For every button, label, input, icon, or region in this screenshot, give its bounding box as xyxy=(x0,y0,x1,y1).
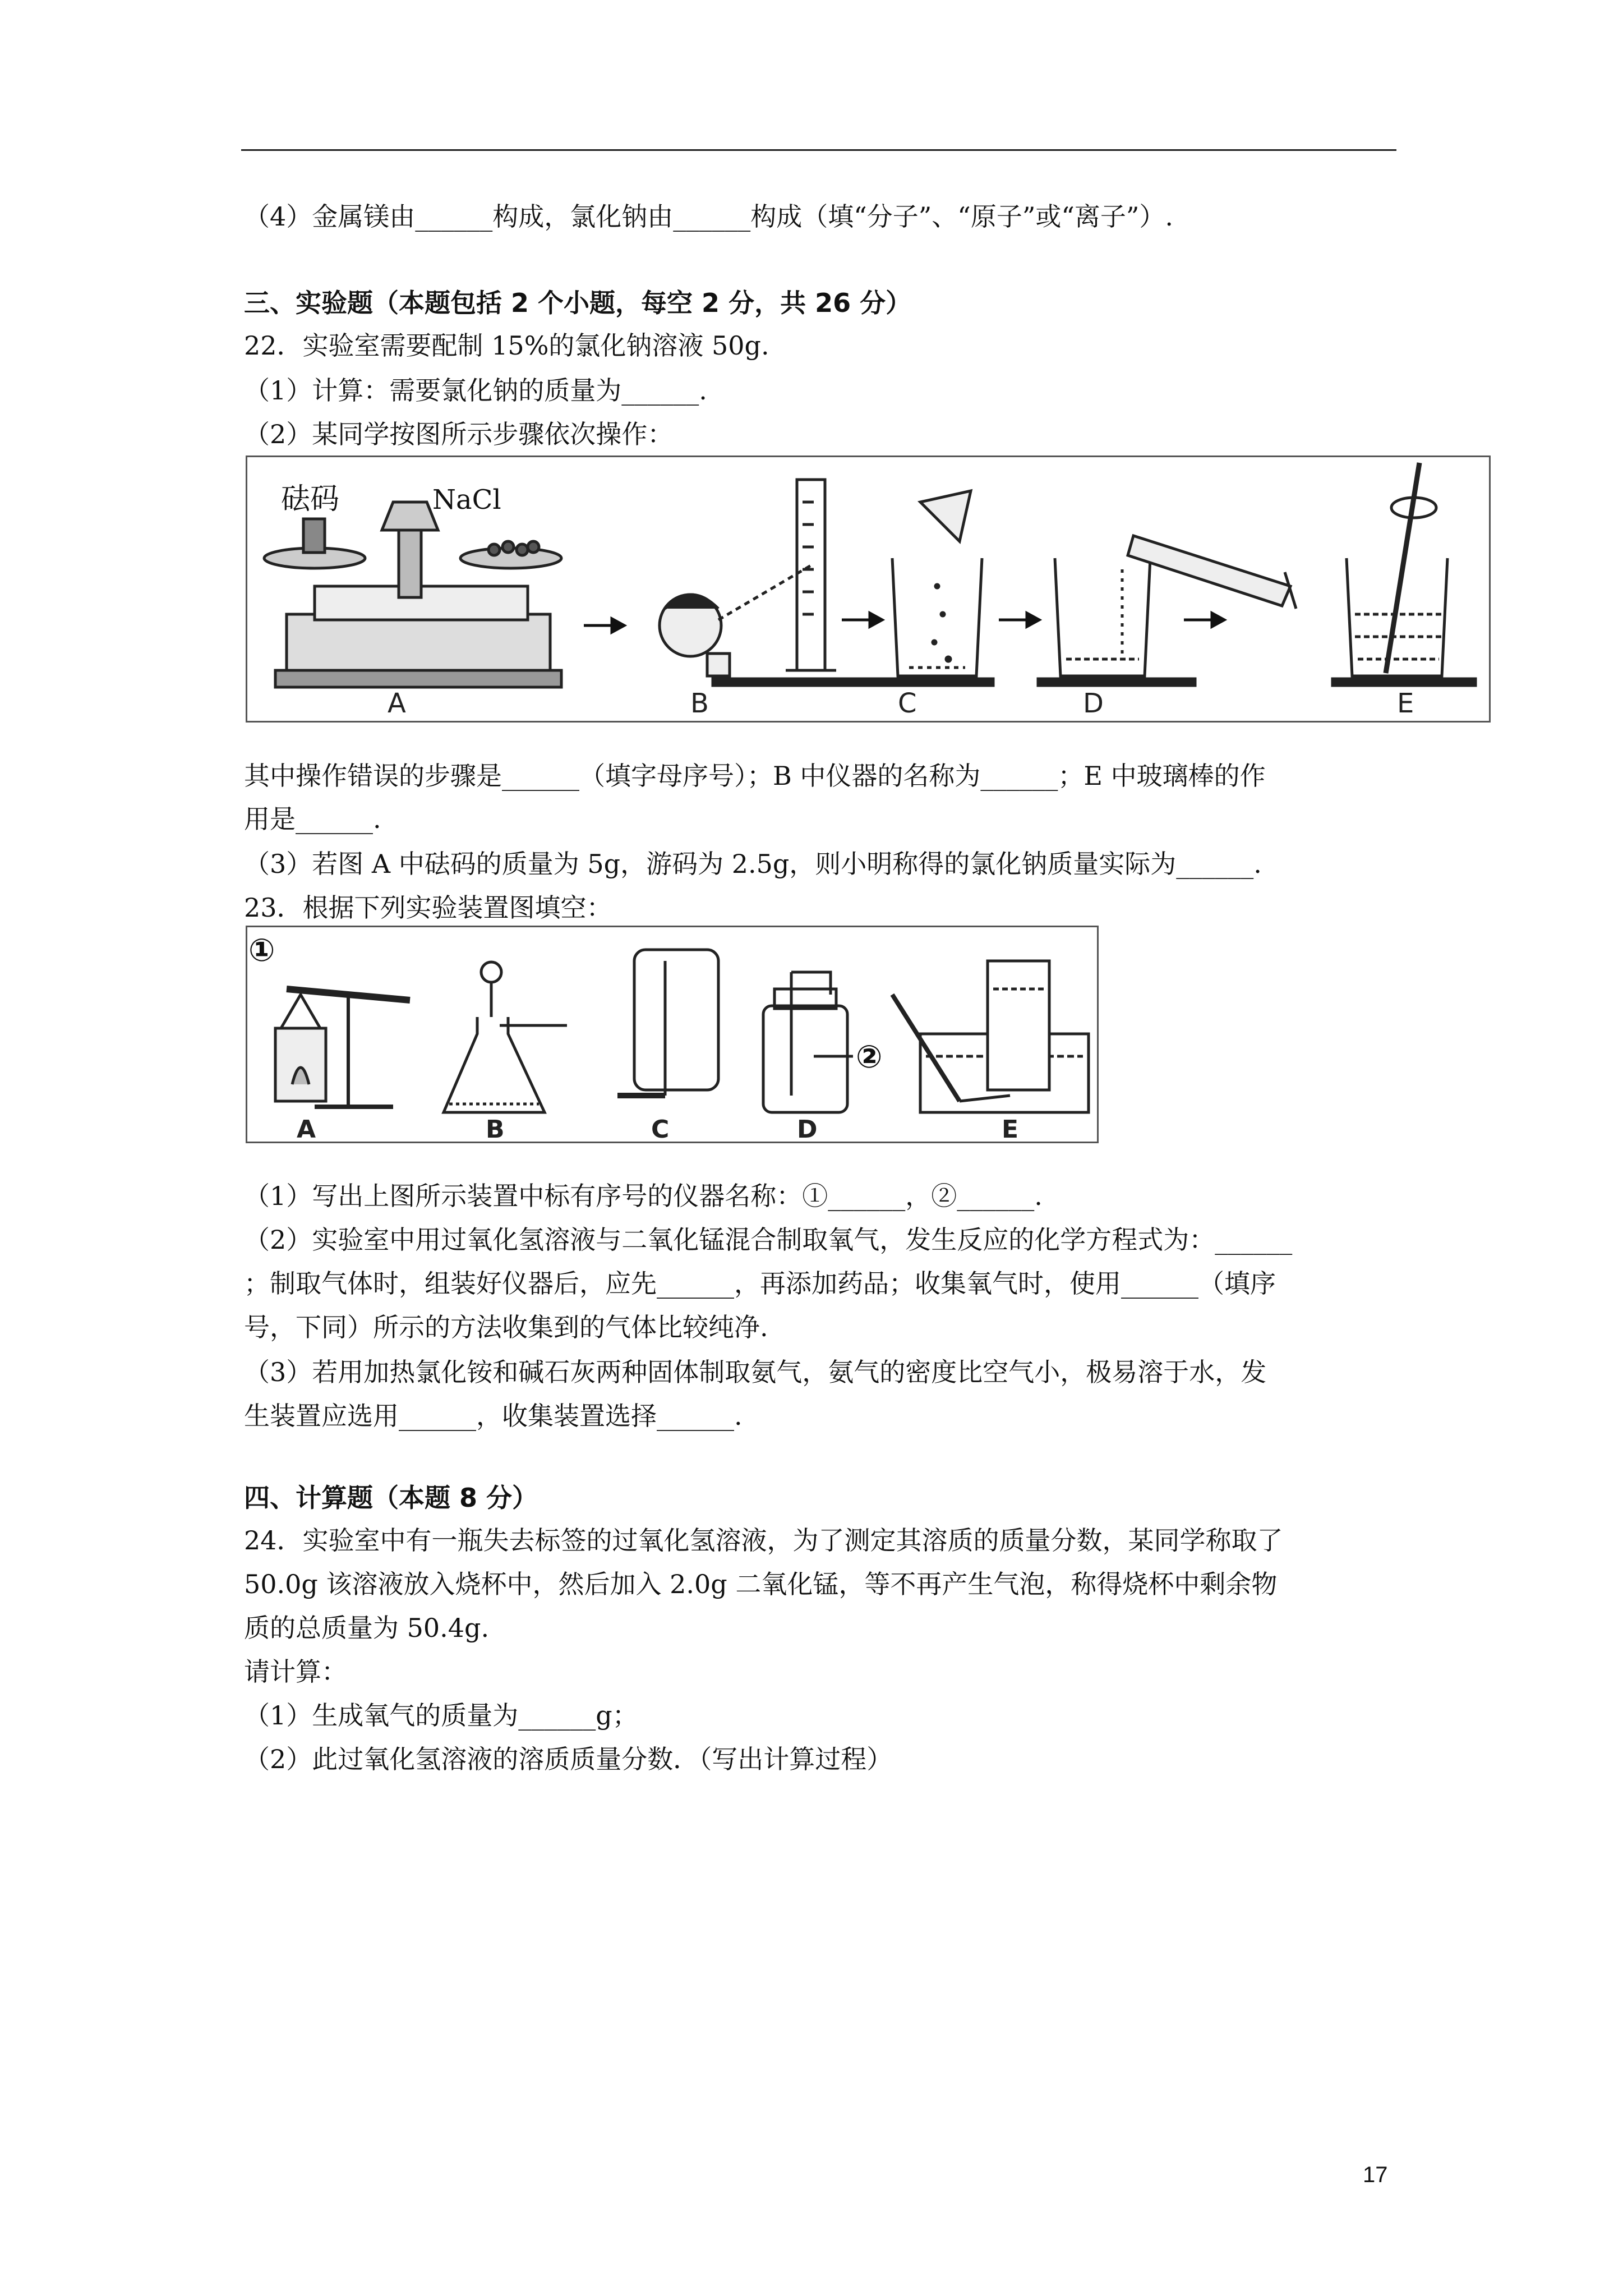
q22-part3: （3）若图 A 中砝码的质量为 5g，游码为 2.5g，则小明称得的氯化钠质量实际为______. xyxy=(244,849,1262,879)
q24-part1: （1）生成氧气的质量为______g； xyxy=(244,1700,638,1731)
apparatus-d-upright-bottle xyxy=(763,972,853,1112)
balance-scale xyxy=(264,502,561,687)
gas-apparatus-figure xyxy=(246,926,1099,1143)
apparatus-label-e: E xyxy=(1002,1115,1019,1142)
beaker-adding-water xyxy=(1038,536,1296,685)
apparatus-c-inverted-bottle xyxy=(617,950,718,1096)
header-rule xyxy=(241,149,1396,151)
beaker-adding-solid xyxy=(875,491,993,685)
q22-part2: （2）某同学按图所示步骤依次操作： xyxy=(244,419,674,449)
apparatus-label-d: D xyxy=(797,1115,818,1142)
gas-apparatus-diagram xyxy=(247,927,1097,1142)
step-label-c: C xyxy=(898,688,917,719)
q22-part2-question-b: 用是______. xyxy=(244,804,381,834)
section-3-heading: 三、实验题（本题包括 2 个小题，每空 2 分，共 26 分） xyxy=(244,288,912,318)
q21-part4: （4）金属镁由______构成，氯化钠由______构成（填“分子”、“原子”或“离子”）. xyxy=(244,201,1173,232)
q24-stem-a: 24．实验室中有一瓶失去标签的过氧化氢溶液，为了测定其溶质的质量分数，某同学称取了 xyxy=(244,1525,1283,1556)
q24-stem-b: 50.0g 该溶液放入烧杯中，然后加入 2.0g 二氧化锰，等不再产生气泡，称得烧杯中剩余物 xyxy=(244,1569,1278,1599)
apparatus-labels xyxy=(297,1115,1018,1142)
marker-1: ① xyxy=(248,932,275,969)
q23-part2-b: ；制取气体时，组装好仪器后，应先______，再添加药品；收集氧气时，使用______（填序 xyxy=(244,1268,1276,1299)
solution-prep-figure xyxy=(246,455,1491,723)
q24-prompt: 请计算： xyxy=(244,1657,347,1687)
step-labels xyxy=(388,688,1414,719)
q23-part2-c: 号，下同）所示的方法收集到的气体比较纯净. xyxy=(244,1312,768,1342)
q22-part2-question-a: 其中操作错误的步骤是______（填字母序号）；B 中仪器的名称为______；E 中玻璃棒的作 xyxy=(244,761,1266,791)
step-label-b: B xyxy=(690,688,709,719)
apparatus-b-flask xyxy=(444,962,567,1112)
nacl-label: NaCl xyxy=(432,484,501,516)
q23-part2-a: （2）实验室中用过氧化氢溶液与二氧化锰混合制取氧气，发生反应的化学方程式为：______ xyxy=(244,1225,1293,1255)
q22-stem: 22．实验室需要配制 15%的氯化钠溶液 50g. xyxy=(244,330,769,361)
q22-part1: （1）计算：需要氯化钠的质量为______. xyxy=(244,375,707,406)
beaker-stirring xyxy=(1332,463,1476,685)
apparatus-e-water-trough xyxy=(892,961,1089,1112)
apparatus-a-heating xyxy=(275,989,410,1107)
step-label-d: D xyxy=(1083,688,1104,719)
solution-prep-diagram xyxy=(247,457,1489,721)
marker-2: ② xyxy=(856,1039,883,1075)
apparatus-label-c: C xyxy=(651,1115,670,1142)
section-4-heading: 四、计算题（本题 8 分） xyxy=(244,1483,538,1513)
q23-part1: （1）写出上图所示装置中标有序号的仪器名称：①______，②______. xyxy=(244,1181,1043,1211)
apparatus-label-a: A xyxy=(297,1115,316,1142)
apparatus-label-b: B xyxy=(486,1115,505,1142)
page-number: 17 xyxy=(1363,2162,1388,2187)
weight-label: 砝码 xyxy=(281,482,340,516)
q24-stem-c: 质的总质量为 50.4g. xyxy=(244,1613,490,1643)
q23-stem: 23．根据下列实验装置图填空： xyxy=(244,892,612,923)
step-label-e: E xyxy=(1397,688,1414,719)
q23-part3-b: 生装置应选用______，收集装置选择______. xyxy=(244,1401,743,1431)
q23-part3-a: （3）若用加热氯化铵和碱石灰两种固体制取氨气，氨气的密度比空气小，极易溶于水，发 xyxy=(244,1357,1267,1387)
step-label-a: A xyxy=(388,688,406,719)
q24-part2: （2）此过氧化氢溶液的溶质质量分数．（写出计算过程） xyxy=(244,1744,893,1774)
